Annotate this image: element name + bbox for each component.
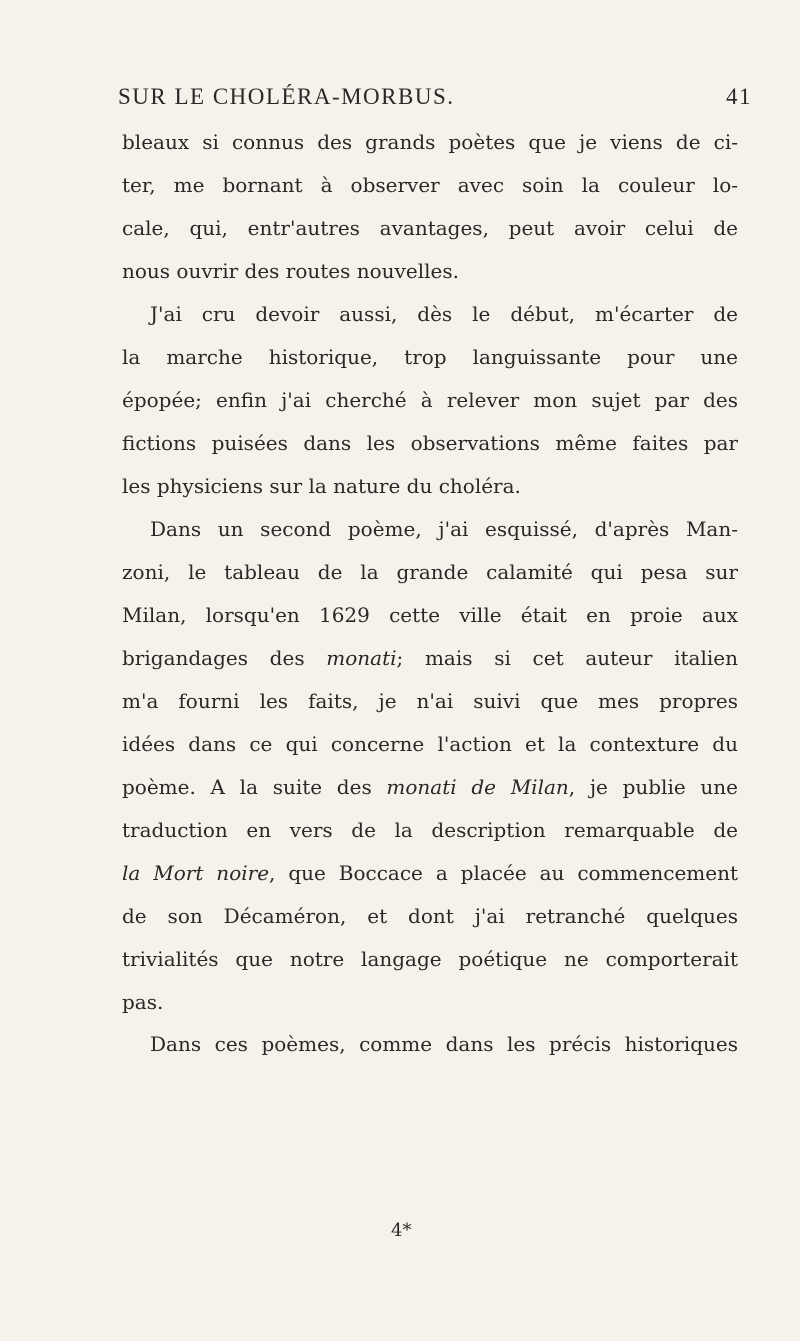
text-line-21: pas. xyxy=(122,990,164,1014)
text-segment: , que Boccace a placée au commencement xyxy=(269,861,738,885)
text-line-2: ter, me bornant à observer avec soin la couleur lo- xyxy=(122,173,738,197)
text-line-8: fictions puisées dans les observations même faites par xyxy=(122,431,738,455)
text-line-15: idées dans ce qui concerne l'action et la contexture du xyxy=(122,732,738,756)
text-segment: , je publie une xyxy=(568,775,738,799)
text-line-9: les physiciens sur la nature du choléra. xyxy=(122,474,521,498)
text-line-12: Milan, lorsqu'en 1629 cette ville était en proie aux xyxy=(122,603,738,627)
text-line-22: Dans ces poèmes, comme dans les précis historiques xyxy=(150,1032,738,1056)
text-line-11: zoni, le tableau de la grande calamité qui pesa sur xyxy=(122,560,738,584)
text-line-16 xyxy=(122,773,738,801)
text-line-17: traduction en vers de la description remarquable de xyxy=(122,818,738,842)
text-line-18 xyxy=(122,859,738,887)
italic-title-monati-de-milan: monati de Milan xyxy=(386,775,569,799)
page-header xyxy=(118,84,754,116)
page-number: 41 xyxy=(726,84,752,109)
text-segment: brigandages des xyxy=(122,646,327,670)
text-line-13 xyxy=(122,644,738,672)
text-segment: poème. A la suite des xyxy=(122,775,387,799)
signature-mark: 4* xyxy=(391,1220,412,1241)
text-line-20: trivialités que notre langage poétique ne comporterait xyxy=(122,947,738,971)
text-line-10: Dans un second poème, j'ai esquissé, d'après Man- xyxy=(150,517,738,541)
text-line-4: nous ouvrir des routes nouvelles. xyxy=(122,259,459,283)
text-line-6: la marche historique, trop languissante pour une xyxy=(122,345,738,369)
text-line-7: épopée; enfin j'ai cherché à relever mon sujet par des xyxy=(122,388,738,412)
text-line-1: bleaux si connus des grands poètes que je viens de ci- xyxy=(122,130,738,154)
text-line-14: m'a fourni les faits, je n'ai suivi que mes propres xyxy=(122,689,738,713)
text-line-5: J'ai cru devoir aussi, dès le début, m'écarter de xyxy=(150,302,738,326)
text-segment: ; mais si cet auteur italien xyxy=(396,646,738,670)
text-line-19: de son Décaméron, et dont j'ai retranché quelques xyxy=(122,904,738,928)
text-line-3: cale, qui, entr'autres avantages, peut avoir celui de xyxy=(122,216,738,240)
italic-term-monati: monati xyxy=(326,646,397,670)
italic-title-la-mort-noire: la Mort noire xyxy=(122,861,270,885)
running-title: SUR LE CHOLÉRA-MORBUS. xyxy=(118,84,455,109)
